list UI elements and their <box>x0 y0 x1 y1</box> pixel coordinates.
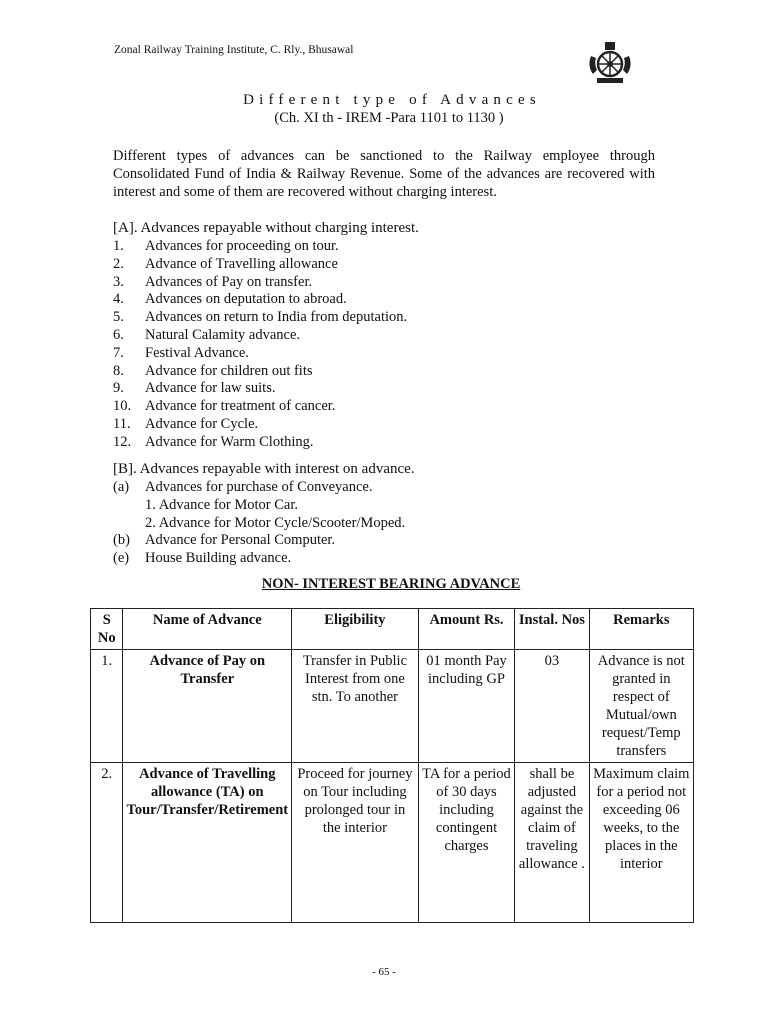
cell-remarks: Maximum claim for a period not exceeding 06 weeks, to the places in the interior <box>589 763 693 923</box>
list-item: 1. Advance for Motor Car. <box>145 496 299 513</box>
page-number: - 65 - <box>372 966 396 978</box>
header-remarks: Remarks <box>589 609 693 650</box>
header-amount: Amount Rs. <box>418 609 515 650</box>
list-item: 9. Advance for law suits. <box>113 380 276 397</box>
list-item: 6. Natural Calamity advance. <box>113 326 301 343</box>
list-item: 11. Advance for Cycle. <box>113 415 259 432</box>
list-item: 2. Advance for Motor Cycle/Scooter/Moped. <box>145 514 406 531</box>
institute-header: Zonal Railway Training Institute, C. Rly., Bhusawal <box>114 44 354 56</box>
list-item: 8. Advance for children out fits <box>113 362 313 379</box>
page-title: Different type of Advances <box>243 92 541 108</box>
section-a-list <box>113 238 407 452</box>
list-item: 1. Advances for proceeding on tour. <box>113 238 339 254</box>
cell-amount: 01 month Pay including GP <box>418 650 515 763</box>
table-row <box>91 650 694 763</box>
cell-eligibility: Proceed for journey on Tour including prolonged tour in the interior <box>292 763 419 923</box>
header-name: Name of Advance <box>123 609 292 650</box>
header-sno: S No <box>91 609 123 650</box>
section-b-list <box>113 479 405 568</box>
cell-instal: 03 <box>515 650 589 763</box>
cell-amount: TA for a period of 30 days including contingent charges <box>418 763 515 923</box>
list-item: 10. Advance for treatment of cancer. <box>113 398 336 415</box>
advance-table <box>90 608 694 923</box>
cell-sno: 1. <box>91 650 123 763</box>
cell-instal: shall be adjusted against the claim of traveling allowance . <box>515 763 589 923</box>
list-item: 12. Advance for Warm Clothing. <box>113 433 314 450</box>
section-a-heading: [A]. Advances repayable without charging interest. <box>113 220 419 236</box>
section-b-heading: [B]. Advances repayable with interest on advance. <box>113 461 415 477</box>
list-item: 4. Advances on deputation to abroad. <box>113 291 347 308</box>
list-item: (a) Advances for purchase of Conveyance. <box>113 479 373 495</box>
table-row <box>91 763 694 923</box>
table-title: NON- INTEREST BEARING ADVANCE <box>261 576 521 592</box>
intro-paragraph: Different types of advances can be sanctioned to the Railway employee through Consolidated Fund of India & Railway Revenue. Some of the advances are recovered with interest and some of them are recovered without charging interest. <box>113 148 655 200</box>
list-item: 5. Advances on return to India from deputation. <box>113 309 408 326</box>
list-item: 7. Festival Advance. <box>113 344 249 361</box>
list-item: (b) Advance for Personal Computer. <box>113 532 336 549</box>
cell-name: Advance of Travelling allowance (TA) on Tour/Transfer/Retirement <box>123 763 292 923</box>
table-header-row <box>91 609 694 650</box>
railway-emblem-icon <box>585 40 635 88</box>
cell-sno: 2. <box>91 763 123 923</box>
page-subtitle: (Ch. XI th - IREM -Para 1101 to 1130 ) <box>274 110 504 126</box>
list-item: 2. Advance of Travelling allowance <box>113 255 338 272</box>
cell-name: Advance of Pay on Transfer <box>123 650 292 763</box>
cell-eligibility: Transfer in Public Interest from one stn. To another <box>292 650 419 763</box>
list-item: 3. Advances of Pay on transfer. <box>113 273 313 290</box>
list-item: (e) House Building advance. <box>113 550 292 567</box>
cell-remarks: Advance is not granted in respect of Mutual/own request/Temp transfers <box>589 650 693 763</box>
header-instal: Instal. Nos <box>515 609 589 650</box>
header-eligibility: Eligibility <box>292 609 419 650</box>
